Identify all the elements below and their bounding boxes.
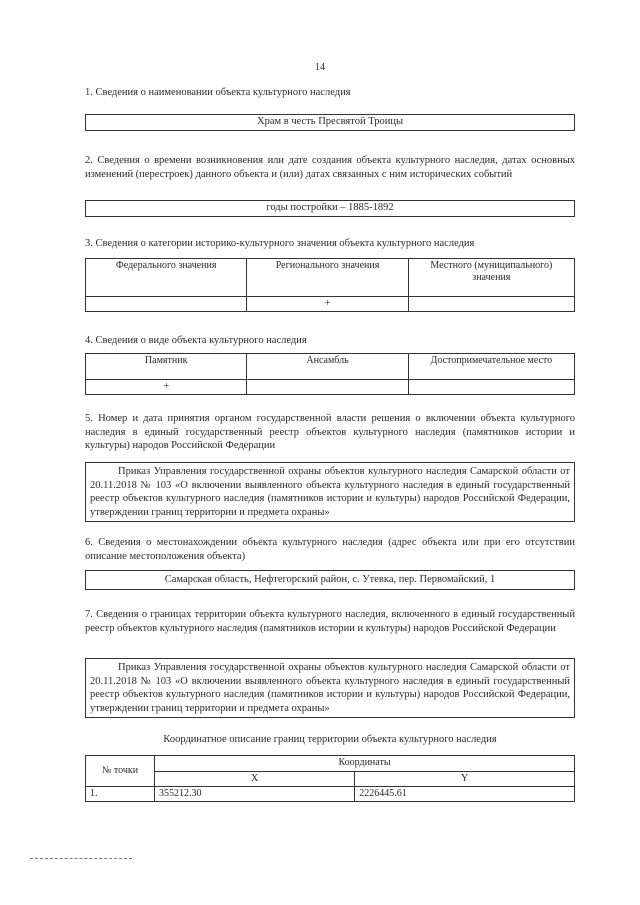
- section-2-heading: 2. Сведения о времени возникновения или дате создания объекта культурного наследия, датах основных изменений (перестроек) данного объекта и (или) датах связанных с ним исторических событий: [85, 155, 575, 180]
- section-4-heading: 4. Сведения о виде объекта культурного наследия: [85, 335, 307, 346]
- significance-regional: Регионального значения: [247, 259, 408, 297]
- significance-table: [85, 258, 575, 312]
- coords-header-x: X: [155, 772, 355, 787]
- section-1-heading: 1. Сведения о наименовании объекта культурного наследия: [85, 87, 351, 98]
- coords-table: [85, 755, 575, 802]
- section-7-heading: 7. Сведения о границах территории объекта культурного наследия, включенного в единый государственный реестр объектов культурного наследия (памятников истории и культуры) народов Российской Федерации: [85, 609, 575, 634]
- section-1-value-box: [85, 114, 575, 131]
- section-1-value: Храм в честь Пресвятой Троицы: [256, 116, 404, 127]
- section-2-value: годы постройки – 1885-1892: [266, 202, 394, 213]
- type-mark-monument: +: [86, 380, 247, 395]
- section-3-heading: 3. Сведения о категории историко-культурного значения объекта культурного наследия: [85, 238, 475, 249]
- coords-point-number: 1.: [86, 787, 155, 802]
- type-ensemble: Ансамбль: [247, 354, 408, 380]
- type-table: [85, 353, 575, 395]
- footnote-divider: [30, 858, 132, 859]
- significance-mark-federal: [86, 297, 247, 312]
- significance-local: Местного (муниципального) значения: [408, 259, 574, 297]
- type-site: Достопримечательное место: [408, 354, 574, 380]
- coords-header-y: Y: [355, 772, 575, 787]
- section-2-value-box: [85, 200, 575, 217]
- significance-mark-regional: +: [247, 297, 408, 312]
- coords-y-value: 2226445.61: [355, 787, 575, 802]
- section-6-value-box: [85, 570, 575, 590]
- type-monument: Памятник: [86, 354, 247, 380]
- table-row: [86, 787, 575, 802]
- significance-federal: Федерального значения: [86, 259, 247, 297]
- significance-mark-local: [408, 297, 574, 312]
- coords-header-coords: Координаты: [155, 756, 575, 772]
- section-5-value-box: [85, 462, 575, 522]
- section-7-value: Приказ Управления государственной охраны объектов культурного наследия Самарской области от 20.11.2018 № 103 «О включении выявленного объекта культурного наследия в единый государственный реестр объектов культурного наследия (памятников истории и культуры) народов Российской Федерации, утверждении границ территории и предмета охраны»: [90, 662, 570, 714]
- page-number: 14: [315, 62, 325, 73]
- section-7-value-box: [85, 658, 575, 718]
- coords-title: Координатное описание границ территории объекта культурного наследия: [163, 734, 497, 745]
- type-mark-site: [408, 380, 574, 395]
- section-5-value: Приказ Управления государственной охраны объектов культурного наследия Самарской области от 20.11.2018 № 103 «О включении выявленного объекта культурного наследия в единый государственный реестр объектов культурного наследия (памятников истории и культуры) народов Российской Федерации, утверждении границ территории и предмета охраны»: [90, 466, 570, 518]
- coords-x-value: 355212.30: [155, 787, 355, 802]
- section-6-heading: 6. Сведения о местонахождении объекта культурного наследия (адрес объекта или при его отсутствии описание местоположения объекта): [85, 537, 575, 562]
- section-6-value: Самарская область, Нефтегорский район, с. Утевка, пер. Первомайский, 1: [164, 574, 496, 585]
- section-5-heading: 5. Номер и дата принятия органом государственной власти решения о включении объекта культурного наследия в единый государственный реестр объектов культурного наследия (памятников истории и культуры) народов Российской Федерации: [85, 413, 575, 451]
- coords-header-point: № точки: [86, 756, 155, 787]
- type-mark-ensemble: [247, 380, 408, 395]
